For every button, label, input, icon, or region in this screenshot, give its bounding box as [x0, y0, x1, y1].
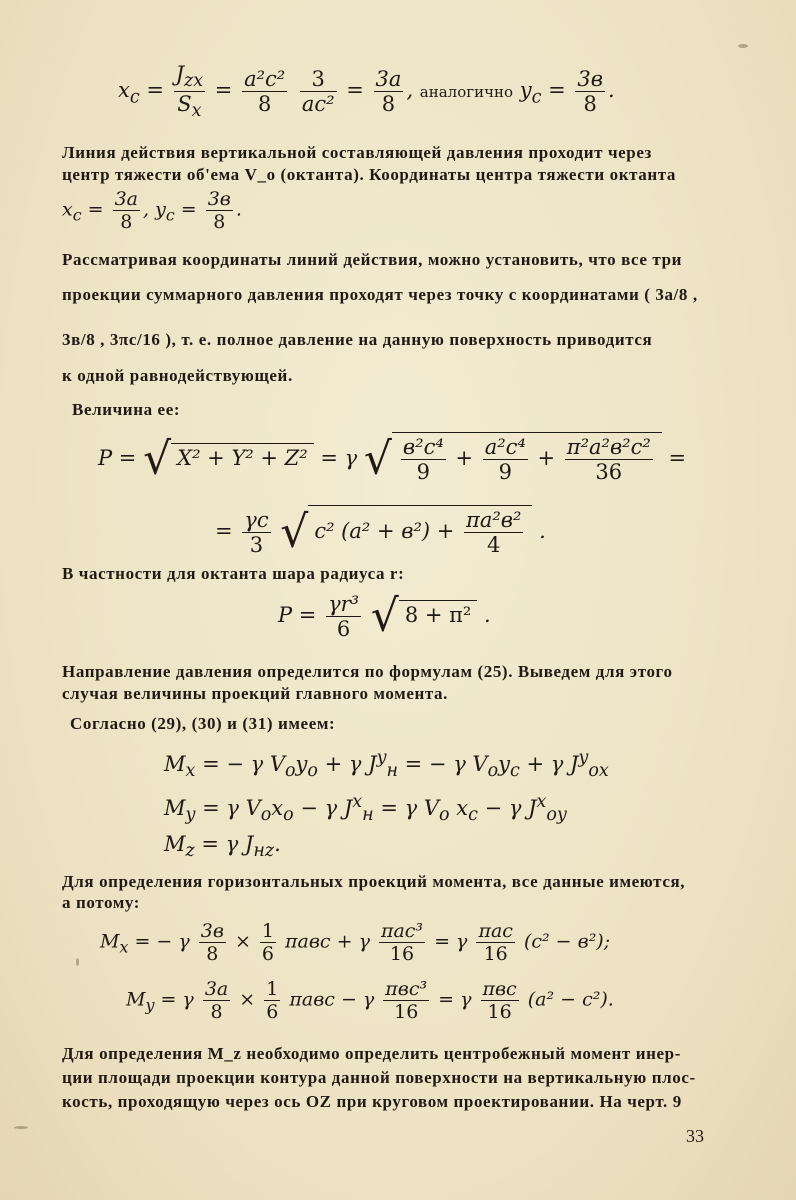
paragraph-line: Согласно (29), (30) и (31) имеем:	[70, 714, 336, 733]
paragraph-line: Линия действия вертикальной составляющей давления проходит через	[62, 143, 652, 162]
formula-my-general: $M_y = \gamma$ $V_ox_o - \gamma$ $J^x_н = \gamma$ $V_o$ $x_c - \gamma$ $J^x_{oy}$	[164, 792, 567, 826]
paragraph-line: В частности для октанта шара радиуса r:	[62, 564, 405, 583]
formula-mz-general: $M_z = \gamma$ $J_{нz}$.	[164, 832, 281, 862]
paragraph-line: случая величины проекций главного момента.	[62, 684, 448, 703]
formula-force-magnitude-2: = $\frac{\gamma c}{3}$ √ c² (a² + в²) + $\frac{\text{πa²в²}}{4}$ .	[215, 506, 546, 558]
paragraph-line: центр тяжести об'ема V_o (октанта). Координаты центра тяжести октанта	[62, 165, 677, 184]
paragraph-line: Для определения M_z необходимо определить центробежный момент инер-	[62, 1044, 681, 1063]
formula-mx-result: $M_x$ = − γ $\frac{3в}{8}$ × $\frac{1}{6}$ πaвc + γ $\frac{\text{πac³}}{16}$ = γ $\frac{\text{πac}}{16}$ (c² − в²);	[100, 920, 611, 965]
paragraph-line: Величина ее:	[72, 400, 181, 419]
formula-force-magnitude-1: P = √ X² + Y² + Z² = γ √ $\frac{\text{в²c⁴}}{9}$ + $\frac{\text{a²c⁴}}{9}$ + $\frac{\text{π²a²в²c²}}{36}$ =	[98, 433, 687, 485]
paragraph-line: Направление давления определится по формулам (25). Выведем для этого	[62, 662, 673, 681]
paper-stain	[738, 44, 748, 48]
paragraph-line: к одной равнодействующей.	[62, 366, 293, 385]
paper-stain	[76, 958, 79, 966]
formula-center-of-volume: $x_c$ = $\frac{3a}{8}$ , $y_c$ = $\frac{3в}{8}$ .	[62, 188, 242, 233]
formula-my-result: $M_y = \gamma$ $\frac{3a}{8}$ × $\frac{1}{6}$ πaвc − γ $\frac{\text{πвc³}}{16}$ = γ $\frac{\text{πвc}}{16}$ (a² − c²).	[126, 978, 614, 1023]
paragraph-line: проекции суммарного давления проходят через точку с координатами ( 3a/8 ,	[62, 285, 698, 304]
page-number: 33	[686, 1126, 704, 1146]
formula-xc-full: $x_c$ = $\frac{J_{zx}}{S_x}$ = $\frac{\text{a²c²}}{8}$ $\frac{3}{\text{ac²}}$ = $\frac{3a}{8}$ , аналогично $y_c$ = $\frac{3в}{8}$ .	[118, 62, 615, 122]
paragraph-line: Для определения горизонтальных проекций момента, все данные имеются,	[62, 872, 686, 891]
paragraph-line: а потому:	[62, 893, 141, 912]
paper-stain	[14, 1126, 28, 1129]
paragraph-line: кость, проходящую через ось OZ при круговом проектировании. На черт. 9	[62, 1092, 682, 1111]
paragraph-line: 3в/8 , 3πc/16 ), т. е. полное давление на данную поверхность приводится	[62, 330, 653, 349]
paragraph-line: Рассматривая координаты линий действия, можно установить, что все три	[62, 250, 683, 269]
formula-sphere-octant: P = $\frac{\text{γr³}}{6}$ √ 8 + π² .	[278, 590, 491, 642]
formula-mx-general: $M_x$ = − γ $V_oy_o + \gamma$ $J^y_н$ = − γ $V_oy_c + \gamma$ $J^y_{ox}$	[164, 748, 609, 782]
paragraph-line: ции площади проекции контура данной поверхности на вертикальную плос-	[62, 1068, 696, 1087]
